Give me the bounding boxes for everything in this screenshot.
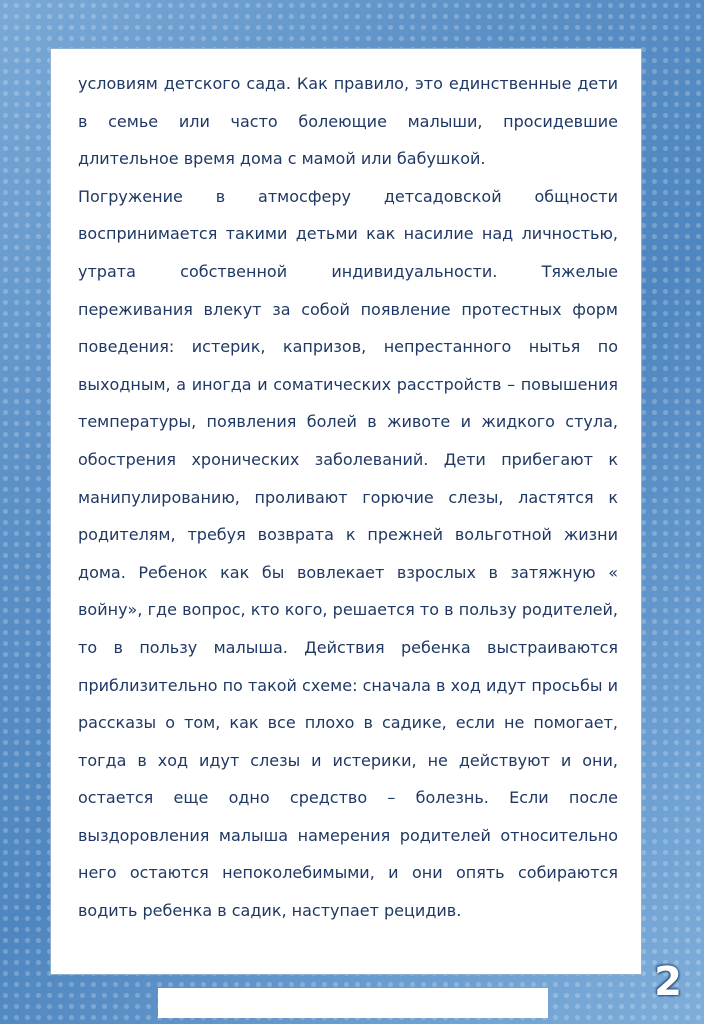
text-page [50,48,642,975]
paragraph-2: Погружение в атмосферу детсадовской общности воспринимается такими детьми как насилие над личностью, утрата собственной индивидуальности. Тяжелые переживания влекут за собой появление протестных форм поведения: истерик, капризов, непрестанного нытья по выходным, а иногда и соматических расстройств – повышения температуры, появления болей в животе и жидкого стула, обострения хронических заболеваний. Дети прибегают к манипулированию, проливают горючие слезы, ластятся к родителям, требуя возврата к прежней вольготной жизни дома. Ребенок как бы вовлекает взрослых в затяжную « войну», где вопрос, кто кого, решается то в пользу родителей, то в пользу малыша. Действия ребенка выстраиваются приблизительно по такой схеме: сначала в ход идут просьбы и рассказы о том, как все плохо в садике, если не помогает, тогда в ход идут слезы и истерики, не действуют и они, остается еще одно средство – болезнь. Если после выздоровления малыша намерения родителей относительно него остаются непоколебимыми, и они опять собираются водить ребенка в садик, наступает рецидив. [78,186,618,921]
paragraph-1: условиям детского сада. Как правило, это единственные дети в семье или часто болеющие малыши, просидевшие длительное время дома с мамой или бабушкой. [78,74,618,169]
footer-strip [158,988,548,1018]
page-number: 2 [654,959,682,1005]
body-text [78,65,618,930]
